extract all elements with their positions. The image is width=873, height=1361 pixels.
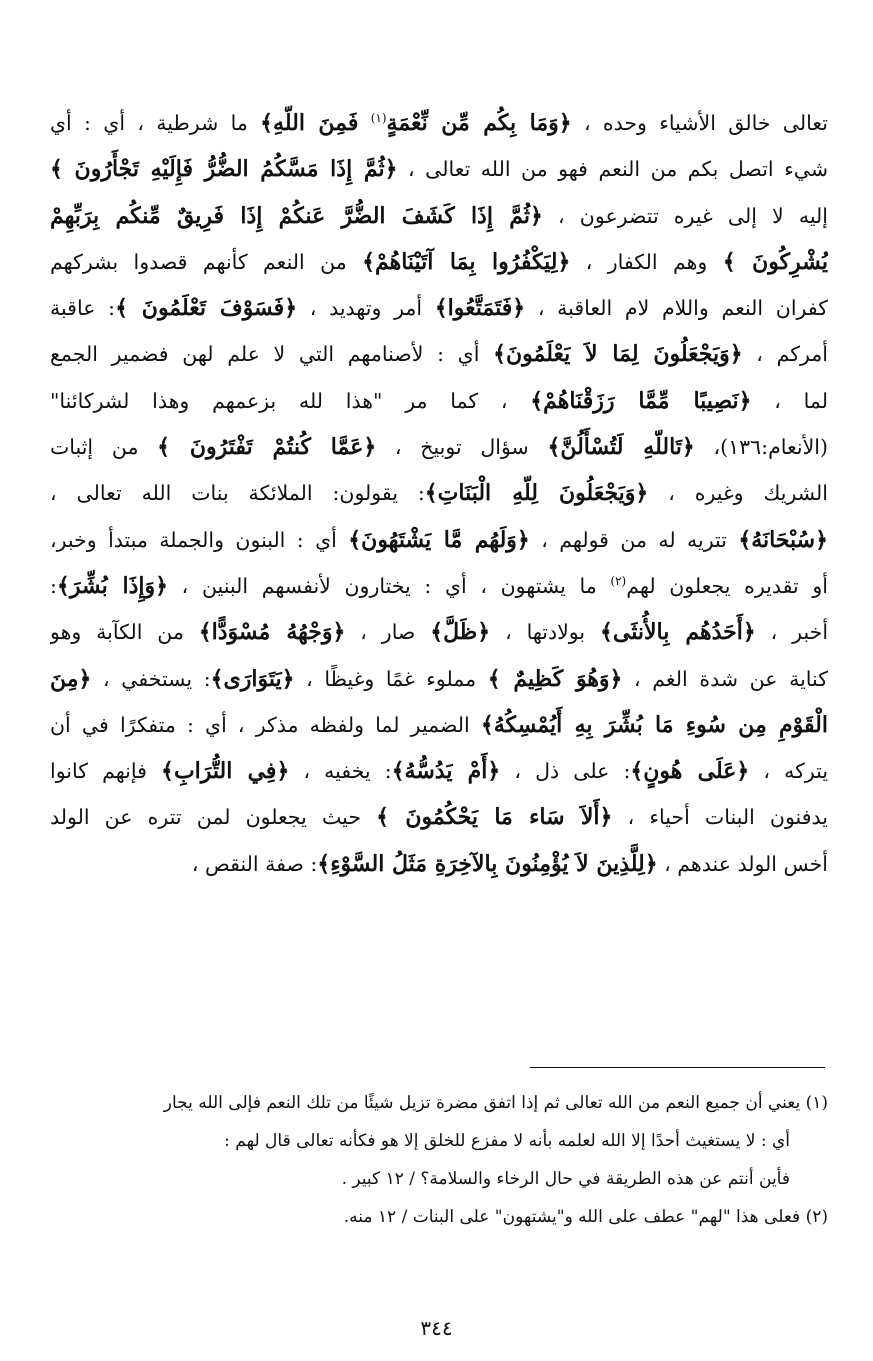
- quran-verse: ﴿مِنَ: [50, 665, 92, 692]
- text-line: [50, 470, 828, 516]
- quran-verse: ﴿وَجْهُهُ مُسْوَدًّا﴾: [198, 619, 346, 646]
- quran-verse: ﴿يَتَوَارَى﴾: [210, 665, 295, 692]
- text-line: [50, 609, 828, 655]
- commentary-text: أي : لأصنامهم التي لا علم لهن فضمير الجمع: [50, 342, 494, 367]
- quran-verse: ﴿وَيَجْعَلُونَ لِمَا لاَ يَعْلَمُونَ﴾: [493, 341, 743, 368]
- commentary-text: [358, 111, 370, 135]
- footnote-line: أي : لا يستغيث أحدًا إلا الله لعلمه بأنه لا مفزع للخلق إلا هو فكأنه تعالى قال لهم :: [224, 1131, 790, 1151]
- text-line: [50, 378, 828, 424]
- commentary-text: ، كما مر "هذا لله بزعمهم وهذا لشركائنا": [50, 388, 531, 413]
- commentary-text: صار ،: [345, 620, 431, 645]
- quran-verse: ﴿وَلَهُم مَّا يَشْتَهُونَ﴾: [348, 526, 530, 553]
- quran-verse: ﴿أَلاَ سَاء مَا يَحْكُمُونَ ﴾: [376, 804, 613, 831]
- quran-verse: ﴿عَمَّا كُنتُمْ تَفْتَرُونَ ﴾: [157, 434, 377, 461]
- commentary-text: مملوء غمًا وغيظًا ،: [294, 666, 488, 691]
- commentary-text: كناية عن شدة الغم ،: [622, 666, 828, 691]
- footnotes: [50, 1084, 828, 1236]
- quran-verse: ﴿ثُمَّ إِذَا مَسَّكُمُ الضُّرُّ فَإِلَيْهِ تَجْأَرُونَ ﴾: [50, 156, 398, 183]
- quran-verse: ﴿فَتَمَتَّعُوا﴾: [434, 295, 526, 322]
- quran-verse: ﴿نَصِيبًا مِّمَّا رَزَقْنَاهُمْ﴾: [530, 387, 752, 414]
- commentary-text: :: [50, 573, 57, 598]
- quran-verse: ﴿وَإِذَا بُشِّرَ﴾: [56, 572, 169, 599]
- text-line: [50, 517, 828, 563]
- footnote-line: (٢) فعلى هذا "لهم" عطف على الله و"يشتهون" على البنات / ١٢ منه.: [343, 1207, 828, 1227]
- footnote-line: فأين أنتم عن هذه الطريقة في حال الرخاء والسلامة؟ / ١٢ كبير .: [341, 1169, 790, 1189]
- quran-verse: ﴿وَيَجْعَلُونَ لِلّهِ الْبَنَاتِ﴾: [424, 480, 649, 507]
- text-line: [50, 702, 828, 748]
- commentary-text: : صفة النقص ،: [191, 851, 318, 876]
- text-line: [50, 193, 828, 239]
- commentary-text: تتريه له من قولهم ،: [529, 527, 739, 552]
- commentary-text: لما ،: [751, 388, 828, 413]
- commentary-text: من إثبات: [50, 435, 158, 460]
- commentary-text: : يستخفي ،: [91, 666, 211, 691]
- quran-verse: ﴿لِلَّذِينَ لاَ يُؤْمِنُونَ بِالآخِرَةِ مَثَلُ السَّوْءِ﴾: [317, 850, 658, 877]
- text-line: [50, 100, 828, 146]
- commentary-text: : يخفيه ،: [289, 759, 392, 784]
- page-number: ٣٤٤: [420, 1316, 453, 1340]
- commentary-text: أمركم ،: [742, 342, 828, 367]
- commentary-text: يتركه ،: [749, 759, 828, 784]
- text-line: [50, 841, 828, 887]
- text-line: [50, 285, 828, 331]
- quran-verse: يُشْرِكُونَ ﴾: [722, 248, 828, 275]
- commentary-text: أو تقديره يجعلون لهم: [626, 573, 828, 598]
- commentary-text: ما شرطية ، أي : أي: [50, 111, 261, 135]
- text-line: [50, 424, 828, 470]
- commentary-text: الشريك وغيره ،: [648, 481, 828, 506]
- text-line: [50, 146, 828, 192]
- quran-verse: ﴿عَلَى هُونٍ﴾: [630, 758, 750, 785]
- text-line: [50, 563, 828, 609]
- quran-verse: ﴿لِيَكْفُرُوا بِمَا آتَيْنَاهُمْ﴾: [362, 248, 571, 275]
- quran-verse: فَمِنَ اللّهِ﴾: [260, 110, 359, 136]
- footnote-line: (١) يعني أن جميع النعم من الله تعالى ثم إذا اتفق مضرة تزيل شيئًا من تلك النعم فإلى الله يجار: [163, 1093, 828, 1113]
- commentary-text: وهم الكفار ،: [570, 249, 723, 274]
- quran-verse: ﴿ثُمَّ إِذَا كَشَفَ الضُّرَّ عَنكُمْ إِذَا فَرِيقٌ مِّنكُم بِرَبِّهِمْ: [50, 202, 543, 229]
- commentary-text: سؤال توبيخ ،: [376, 435, 548, 460]
- text-line: [50, 794, 828, 840]
- quran-verse: ﴿وَمَا بِكُم مِّن نِّعْمَةٍ: [386, 110, 572, 136]
- commentary-text: يدفنون البنات أحياء ،: [612, 805, 828, 830]
- quran-verse: ﴿أَحَدُهُم بِالأُنثَى﴾: [599, 619, 756, 646]
- commentary-text: أمر وتهديد ،: [297, 296, 435, 321]
- commentary-text: حيث يجعلون لمن تتره عن الولد: [50, 805, 377, 830]
- footnote-marker: (١): [370, 111, 387, 126]
- commentary-text: أي : البنون والجملة مبتدأ وخبر،: [50, 527, 349, 552]
- text-line: [50, 331, 828, 377]
- quran-verse: ﴿تَاللّهِ لَتُسْأَلُنَّ﴾: [547, 434, 695, 461]
- quran-verse: ﴿ظَلَّ﴾: [430, 619, 491, 646]
- text-line: [50, 239, 828, 285]
- commentary-text: فإنهم كانوا: [50, 759, 162, 784]
- commentary-text: : يقولون: الملائكة بنات الله تعالى ،: [50, 481, 425, 506]
- quran-verse: الْقَوْمِ مِن سُوءِ مَا بُشِّرَ بِهِ أَيُمْسِكُهُ﴾: [480, 711, 828, 738]
- commentary-text: كفران النعم واللام لام العاقبة ،: [525, 296, 828, 321]
- quran-verse: ﴿فَسَوْفَ تَعْلَمُونَ ﴾: [115, 295, 298, 322]
- commentary-text: إليه لا إلى غيره تتضرعون ،: [542, 203, 828, 228]
- quran-verse: ﴿أَمْ يَدُسُّهُ﴾: [391, 758, 501, 785]
- commentary-text: : عاقبة: [50, 296, 116, 321]
- footnote-marker: (٢): [610, 574, 627, 589]
- quran-verse: ﴿وَهُوَ كَظِيمٌ ﴾: [487, 665, 623, 692]
- commentary-text: بولادتها ،: [490, 620, 600, 645]
- commentary-text: ما يشتهون ، أي : يختارون لأنفسهم البنين ،: [168, 573, 611, 598]
- commentary-text: من الكآبة وهو: [50, 620, 199, 645]
- quran-verse: ﴿فِي التُّرَابِ﴾: [161, 758, 290, 785]
- commentary-text: الضمير لما ولفظه مذكر ، أي : متفكرًا في أن: [50, 712, 481, 737]
- quran-verse: ﴿سُبْحَانَهُ﴾: [738, 526, 828, 553]
- commentary-text: تعالى خالق الأشياء وحده ،: [571, 111, 828, 135]
- commentary-text: شيء اتصل بكم من النعم فهو من الله تعالى ،: [397, 157, 828, 182]
- commentary-text: (الأنعام:١٣٦)،: [694, 435, 828, 460]
- commentary-text: أخبر ،: [755, 620, 828, 645]
- commentary-text: من النعم كأنهم قصدوا بشركهم: [50, 249, 363, 274]
- text-line: [50, 748, 828, 794]
- commentary-text: : على ذل ،: [500, 759, 631, 784]
- commentary-text: أخس الولد عندهم ،: [657, 851, 828, 876]
- text-line: [50, 656, 828, 702]
- main-text: [50, 100, 828, 887]
- footnote-divider: [530, 1067, 825, 1068]
